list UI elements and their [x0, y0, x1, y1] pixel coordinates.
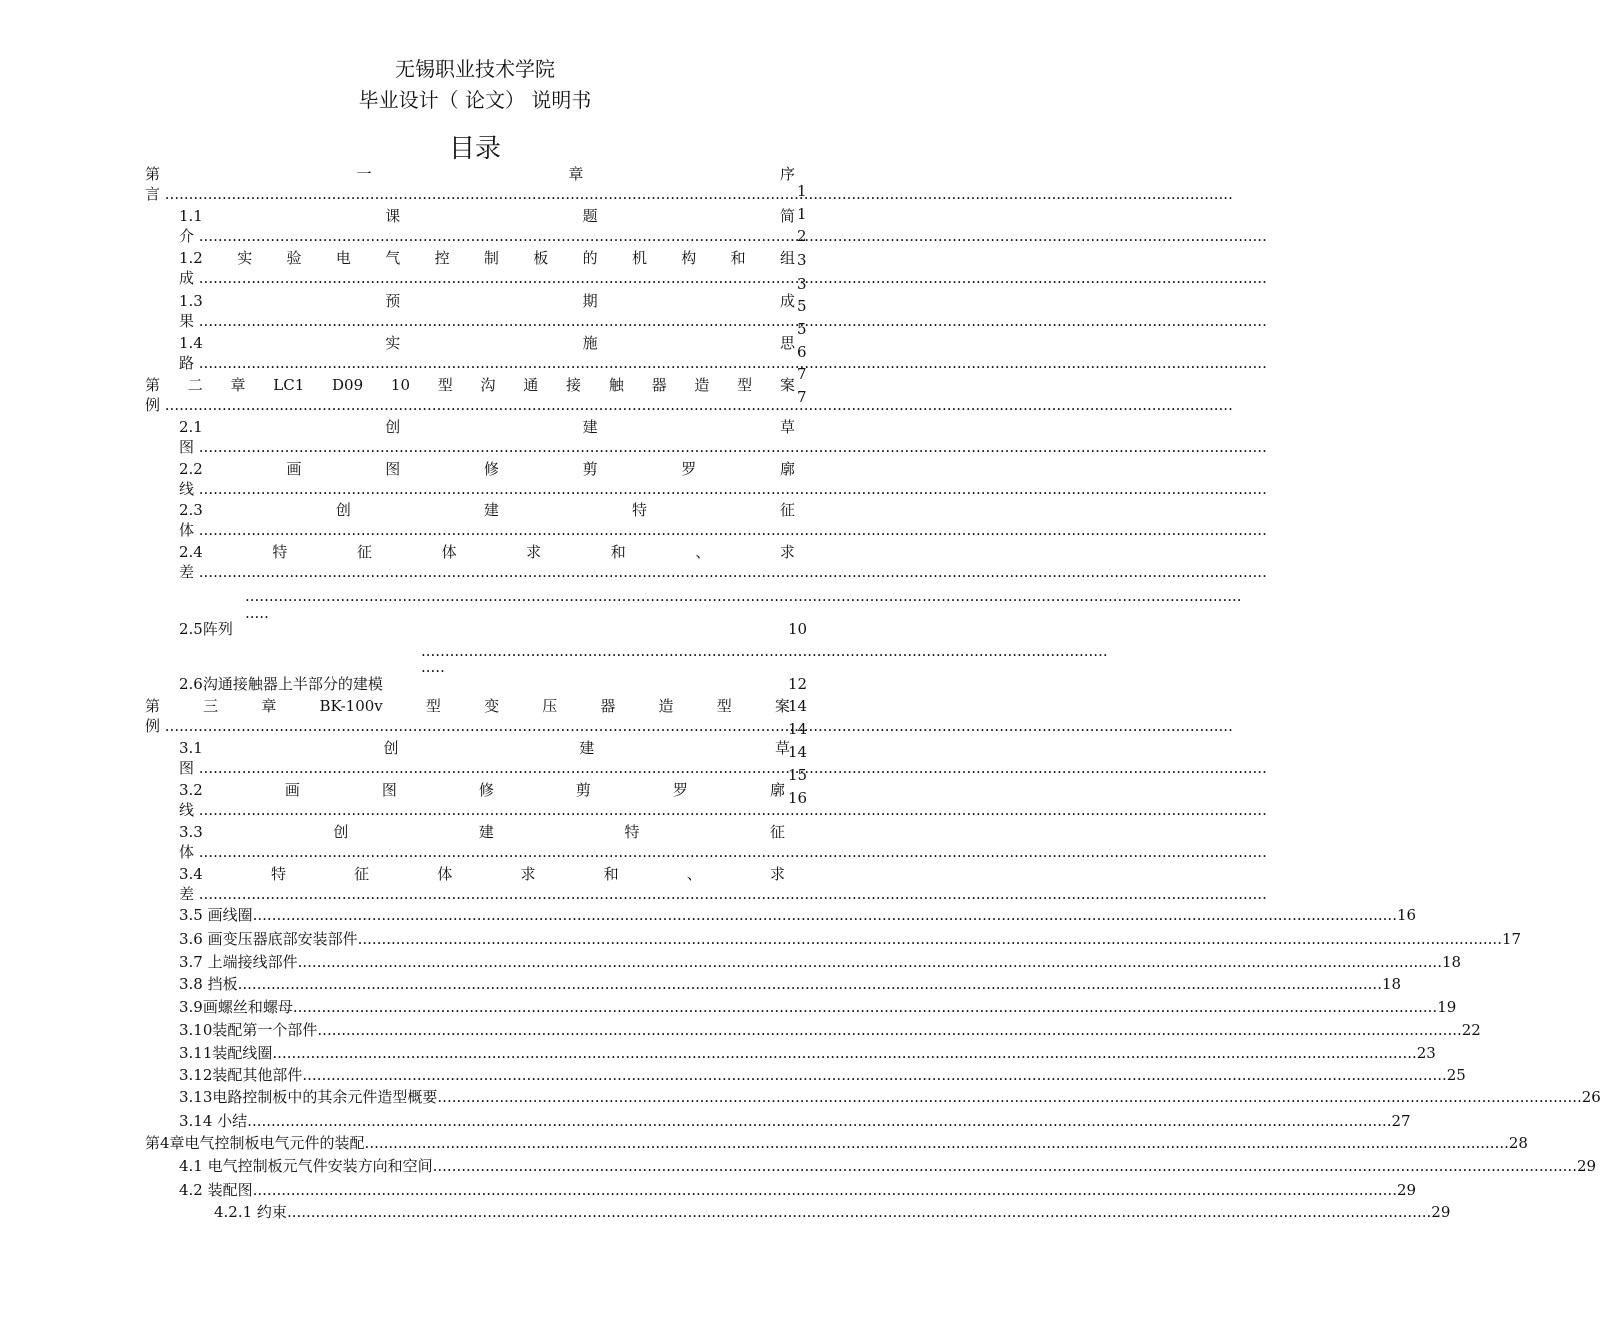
- toc-entry-3-7[interactable]: 3.7 上端接线部件 ..... 18: [179, 952, 831, 974]
- toc-entry-text: 2.1: [179, 418, 203, 436]
- toc-entry-text: 求: [779, 543, 795, 561]
- page-number: 6: [797, 343, 807, 361]
- toc-entry-text: 2.4: [179, 543, 203, 561]
- toc-entry-3-11[interactable]: 3.11装配线圈 ..... 23: [179, 1043, 831, 1065]
- toc-entry-text: 建: [478, 823, 494, 841]
- toc-entry-text: 型: [716, 697, 732, 715]
- toc-entry-text: 课: [385, 207, 401, 225]
- toc-entry-text: 压: [542, 697, 558, 715]
- toc-entry-text: 画: [286, 460, 302, 478]
- toc-entry-2-6-page: 12: [788, 675, 808, 693]
- toc-entry-3-2[interactable]: 3.2 画 图 修 剪 罗 廓 线 .....: [179, 780, 785, 820]
- toc-entry-3-14[interactable]: 3.14 小结 ..... 27: [179, 1111, 836, 1133]
- toc-entry-text: 成: [779, 292, 795, 310]
- page-number: 1: [797, 182, 807, 200]
- page-number: 14: [788, 720, 808, 738]
- toc-entry-text: LC1: [273, 376, 305, 394]
- toc-entry-text: 案: [779, 376, 795, 394]
- toc-entry-2-1[interactable]: 2.1 创 建 草 图 .....: [179, 417, 795, 457]
- toc-entry-2-4[interactable]: 2.4 特 征 体 求 和 、 求 差 .....: [179, 542, 795, 582]
- toc-entry-3-1[interactable]: 3.1 创 建 草 图 .....: [179, 738, 790, 778]
- toc-entry-3-8[interactable]: 3.8 挡板 ..... 18: [179, 974, 834, 996]
- toc-entry-2-5-page: 10: [788, 620, 808, 638]
- leader-dots: .....: [245, 604, 269, 622]
- toc-entry-text: 1.4: [179, 334, 203, 352]
- toc-entry-text: 3.1: [179, 739, 203, 757]
- toc-entry-text: 控: [434, 249, 450, 267]
- toc-entry-text: 触: [608, 376, 624, 394]
- toc-entry-text: 求: [769, 865, 785, 883]
- leader-dots: .................................................................................................................................................................................................................: [245, 587, 1242, 605]
- toc-entry-text: 3.4: [179, 865, 203, 883]
- toc-entry-3-6[interactable]: 3.6 画变压器底部安装部件 ..... 17: [179, 929, 826, 951]
- toc-entry-text: 预: [385, 292, 401, 310]
- toc-entry-text: 草: [774, 739, 790, 757]
- toc-entry-4-1[interactable]: 4.1 电气控制板元气件安装方向和空间 ..... 29: [179, 1156, 821, 1178]
- toc-entry-text: 罗: [672, 781, 688, 799]
- toc-entry-text: 征: [354, 865, 370, 883]
- toc-entry-text: 、: [695, 543, 711, 561]
- toc-entry-text: 板: [533, 249, 549, 267]
- toc-entry-text: 沟: [480, 376, 496, 394]
- toc-entry-text: 验: [286, 249, 302, 267]
- page-number: 5: [797, 320, 807, 338]
- toc-entry-text: 一: [356, 165, 372, 183]
- toc-entry-2-3[interactable]: 2.3 创 建 特 征 体 .....: [179, 500, 795, 540]
- toc-entry-text: 1.2: [179, 249, 203, 267]
- page-number: 1: [797, 205, 807, 223]
- toc-entry-text: 草: [779, 418, 795, 436]
- toc-entry-text: 1.3: [179, 292, 203, 310]
- toc-entry-ch4[interactable]: 第4章电气控制板电气元件的装配 ..... 28: [145, 1133, 826, 1155]
- toc-entry-text: 施: [582, 334, 598, 352]
- toc-entry-text: 实: [237, 249, 253, 267]
- toc-entry-text: 变: [484, 697, 500, 715]
- page-number: 3: [797, 275, 807, 293]
- toc-entry-text: 二: [187, 376, 203, 394]
- toc-entry-3-12[interactable]: 3.12装配其他部件 ..... 25: [179, 1065, 831, 1087]
- page-number: 16: [788, 789, 808, 807]
- toc-entry-text: 特: [272, 543, 288, 561]
- toc-entry-text: 建: [579, 739, 595, 757]
- toc-entry-text: 求: [526, 543, 542, 561]
- toc-entry-3-3[interactable]: 3.3 创 建 特 征 体 .....: [179, 822, 785, 862]
- toc-entry-text: 造: [694, 376, 710, 394]
- toc-entry-text: 造: [658, 697, 674, 715]
- toc-entry-text: 建: [582, 418, 598, 436]
- toc-entry-text: 3.2: [179, 781, 203, 799]
- toc-entry-3-5[interactable]: 3.5 画线圈 ..... 16: [179, 905, 831, 927]
- toc-entry-text: 创: [383, 739, 399, 757]
- toc-entry-text: 实: [385, 334, 401, 352]
- toc-entry-2-5-title[interactable]: 2.5阵列: [179, 620, 233, 638]
- toc-entry-text: BK-100v: [319, 697, 383, 715]
- toc-entry-text: 第: [145, 697, 161, 715]
- toc-entry-text: 特: [631, 501, 647, 519]
- toc-entry-text: 型: [425, 697, 441, 715]
- toc-entry-text: 章: [230, 376, 246, 394]
- toc-entry-text: 建: [483, 501, 499, 519]
- toc-entry-text: 和: [730, 249, 746, 267]
- toc-entry-1-1[interactable]: 1.1 课 题 简 介 .....: [179, 206, 795, 246]
- toc-entry-text: 1.1: [179, 207, 203, 225]
- toc-entry-text: 和: [610, 543, 626, 561]
- toc-entry-text: 2.3: [179, 501, 203, 519]
- toc-entry-text: 征: [357, 543, 373, 561]
- toc-entry-text: 第: [145, 376, 161, 394]
- toc-entry-text: 3.3: [179, 823, 203, 841]
- toc-entry-text: 型: [437, 376, 453, 394]
- toc-entry-2-6-title[interactable]: 2.6沟通接触器上半部分的建模: [179, 675, 383, 693]
- toc-entry-4-2-1[interactable]: 4.2.1 约束 ..... 29: [214, 1202, 834, 1224]
- toc-entry-text: 三: [203, 697, 219, 715]
- toc-entry-4-2[interactable]: 4.2 装配图 ..... 29: [179, 1180, 832, 1202]
- toc-entry-text: 剪: [582, 460, 598, 478]
- page-number: 14: [788, 697, 808, 715]
- toc-entry-2-2[interactable]: 2.2 画 图 修 剪 罗 廓 线 .....: [179, 459, 795, 499]
- toc-entry-text: 接: [566, 376, 582, 394]
- toc-entry-text: 思: [779, 334, 795, 352]
- toc-entry-text: 特: [271, 865, 287, 883]
- toc-entry-text: 罗: [681, 460, 697, 478]
- toc-entry-text: 创: [335, 501, 351, 519]
- toc-entry-1-4[interactable]: 1.4 实 施 思 路 .....: [179, 333, 795, 373]
- toc-entry-ch3[interactable]: 第 三 章 BK-100v 型 变 压 器 造 型 案 例 .....: [145, 696, 790, 736]
- leader-dots: ................................................................................................................................................: [421, 642, 1108, 660]
- toc-entry-text: 电: [335, 249, 351, 267]
- toc-entry-text: 和: [603, 865, 619, 883]
- toc-entry-text: 器: [651, 376, 667, 394]
- toc-entry-text: 章: [261, 697, 277, 715]
- toc-entry-1-3[interactable]: 1.3 预 期 成 果 .....: [179, 291, 795, 331]
- toc-entry-text: 期: [582, 292, 598, 310]
- toc-entry-text: 特: [624, 823, 640, 841]
- toc-entry-text: 制: [483, 249, 499, 267]
- toc-entry-text: 章: [568, 165, 584, 183]
- toc-entry-text: 10: [390, 376, 410, 394]
- page-number: 14: [788, 743, 808, 761]
- toc-entry-text: 创: [333, 823, 349, 841]
- toc-entry-1-2[interactable]: 1.2 实 验 电 气 控 制 板 的 机 构 和 组 成 .....: [179, 248, 795, 288]
- toc-entry-ch2[interactable]: 第 二 章 LC1 D09 10 型 沟 通 接 触 器 造 型 案 例 .....: [145, 375, 795, 415]
- toc-entry-text: 器: [600, 697, 616, 715]
- toc-entry-text: 剪: [575, 781, 591, 799]
- toc-entry-text: 机: [631, 249, 647, 267]
- toc-entry-text: D09: [332, 376, 364, 394]
- toc-entry-text: 图: [381, 781, 397, 799]
- toc-entry-text: 序: [779, 165, 795, 183]
- leader-dots: .....: [421, 658, 445, 676]
- toc-entry-3-9[interactable]: 3.9画螺丝和螺母 ..... 19: [179, 997, 831, 1019]
- toc-entry-text: 第: [145, 165, 161, 183]
- toc-entry-text: 气: [385, 249, 401, 267]
- toc-entry-text: 的: [582, 249, 598, 267]
- toc-entry-text: 、: [686, 865, 702, 883]
- toc-entry-text: 征: [779, 501, 795, 519]
- toc-entry-text: 修: [483, 460, 499, 478]
- toc-entry-3-13[interactable]: 3.13电路控制板中的其余元件造型概要 ..... 26: [179, 1087, 821, 1109]
- toc-entry-text: 案: [774, 697, 790, 715]
- toc-entry-text: 求: [520, 865, 536, 883]
- toc-entry-text: 体: [437, 865, 453, 883]
- document-type: 毕业设计（ 论文） 说明书: [358, 88, 592, 112]
- toc-entry-text: 体: [441, 543, 457, 561]
- page-number: 15: [788, 766, 808, 784]
- toc-entry-text: 画: [284, 781, 300, 799]
- toc-entry-text: 创: [385, 418, 401, 436]
- toc-entry-text: 廓: [769, 781, 785, 799]
- toc-entry-text: 型: [737, 376, 753, 394]
- toc-entry-text: 构: [681, 249, 697, 267]
- page-number: 3: [797, 251, 807, 269]
- page-number: 7: [797, 388, 807, 406]
- toc-entry-text: 通: [523, 376, 539, 394]
- toc-entry-text: 图: [385, 460, 401, 478]
- toc-title: 目录: [448, 134, 501, 164]
- toc-entry-3-4[interactable]: 3.4 特 征 体 求 和 、 求 差 .....: [179, 864, 785, 904]
- toc-entry-ch1[interactable]: 第 一 章 序 言 .....: [145, 164, 795, 204]
- toc-entry-3-10[interactable]: 3.10装配第一个部件 ..... 22: [179, 1020, 829, 1042]
- page-number: 5: [797, 297, 807, 315]
- toc-entry-text: 组: [779, 249, 795, 267]
- toc-entry-text: 题: [582, 207, 598, 225]
- toc-entry-text: 简: [779, 207, 795, 225]
- school-name: 无锡职业技术学院: [395, 57, 555, 81]
- page-number: 2: [797, 227, 807, 245]
- toc-entry-text: 征: [769, 823, 785, 841]
- toc-entry-text: 2.2: [179, 460, 203, 478]
- toc-entry-text: 修: [478, 781, 494, 799]
- page-number: 7: [797, 365, 807, 383]
- toc-entry-text: 廓: [779, 460, 795, 478]
